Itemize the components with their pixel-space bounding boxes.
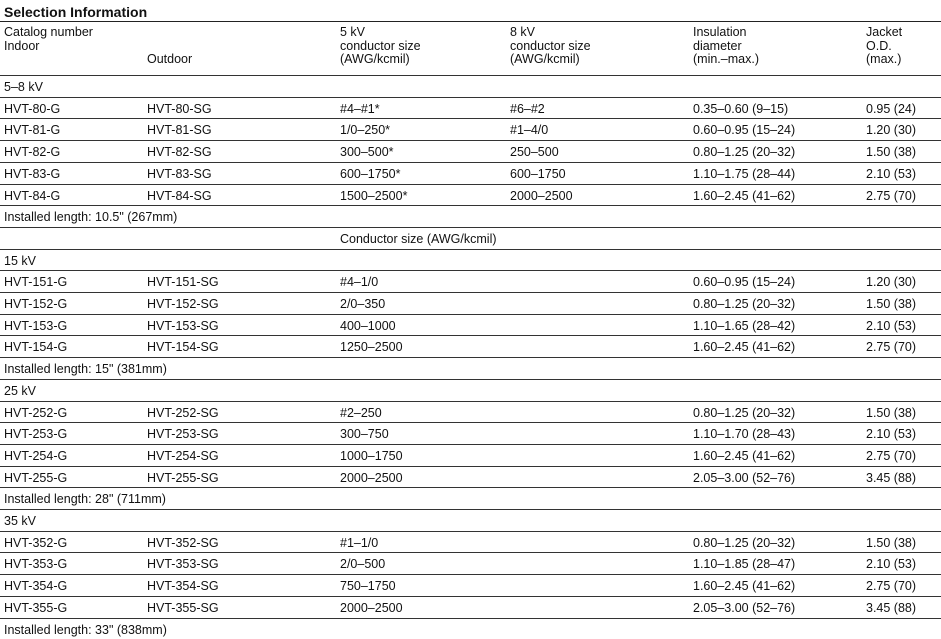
jacket-od: 2.10 (53) <box>866 557 917 572</box>
section-label: 35 kV <box>4 514 36 528</box>
catalog-outdoor: HVT-252-SG <box>147 405 219 420</box>
conductor-8kv: #1–4/0 <box>510 123 549 138</box>
catalog-indoor: HVT-352-G <box>4 535 68 550</box>
catalog-outdoor: HVT-154-SG <box>147 340 219 355</box>
insulation-diameter: 1.60–2.45 (41–62) <box>693 579 796 594</box>
catalog-outdoor: HVT-354-SG <box>147 579 219 594</box>
table-row <box>0 596 941 617</box>
table-row <box>0 422 941 443</box>
catalog-indoor: HVT-355-G <box>4 600 68 615</box>
insulation-diameter: 1.10–1.85 (28–47) <box>693 557 796 572</box>
conductor-5kv: 750–1750 <box>340 579 396 594</box>
table-row <box>0 270 941 291</box>
jacket-od: 3.45 (88) <box>866 600 917 615</box>
section-label-row <box>0 509 941 530</box>
catalog-indoor: HVT-354-G <box>4 579 68 594</box>
jacket-od: 2.75 (70) <box>866 340 917 355</box>
header-jacket-od: Jacket O.D. (max.) <box>866 25 903 66</box>
conductor-8kv: 600–1750 <box>510 166 566 181</box>
conductor-5kv: 2000–2500 <box>340 600 403 615</box>
conductor-5kv: 2/0–350 <box>340 297 386 311</box>
catalog-indoor: HVT-83-G <box>4 166 61 181</box>
catalog-outdoor: HVT-254-SG <box>147 448 219 463</box>
catalog-indoor: HVT-153-G <box>4 318 68 333</box>
conductor-5kv: 400–1000 <box>340 318 396 333</box>
conductor-5kv: 2000–2500 <box>340 470 403 485</box>
catalog-outdoor: HVT-84-SG <box>147 188 212 203</box>
table-row <box>0 574 941 595</box>
insulation-diameter: 1.10–1.70 (28–43) <box>693 427 796 442</box>
installed-length-row <box>0 618 941 639</box>
section-label-row <box>0 75 941 96</box>
conductor-size-row <box>0 227 941 248</box>
table-row <box>0 162 941 183</box>
jacket-od: 1.50 (38) <box>866 535 917 550</box>
table-row <box>0 401 941 422</box>
catalog-outdoor: HVT-81-SG <box>147 123 212 138</box>
header-5kv-conductor: 5 kV conductor size (AWG/kcmil) <box>340 25 421 66</box>
insulation-diameter: 1.60–2.45 (41–62) <box>693 188 796 203</box>
table-row <box>0 444 941 465</box>
jacket-od: 2.75 (70) <box>866 579 917 594</box>
catalog-indoor: HVT-353-G <box>4 557 68 572</box>
catalog-indoor: HVT-255-G <box>4 470 68 485</box>
jacket-od: 1.20 (30) <box>866 275 917 290</box>
insulation-diameter: 2.05–3.00 (52–76) <box>693 470 796 485</box>
conductor-5kv: 1/0–250* <box>340 123 391 138</box>
jacket-od: 2.10 (53) <box>866 166 917 181</box>
insulation-diameter: 0.35–0.60 (9–15) <box>693 101 789 116</box>
insulation-diameter: 0.60–0.95 (15–24) <box>693 123 796 138</box>
installed-length-row <box>0 357 941 378</box>
installed-length: Installed length: 15" (381mm) <box>4 362 167 377</box>
table-row <box>0 292 941 313</box>
insulation-diameter: 0.80–1.25 (20–32) <box>693 405 796 420</box>
header-catalog-indoor: Catalog number Indoor <box>4 25 93 53</box>
page-title: Selection Information <box>4 4 148 20</box>
conductor-size-label: Conductor size (AWG/kcmil) <box>340 231 497 246</box>
jacket-od: 1.50 (38) <box>866 405 917 420</box>
catalog-outdoor: HVT-255-SG <box>147 470 219 485</box>
conductor-5kv: #2–250 <box>340 405 382 420</box>
catalog-indoor: HVT-154-G <box>4 340 68 355</box>
table-row <box>0 184 941 205</box>
jacket-od: 2.10 (53) <box>866 318 917 333</box>
section-label-row <box>0 379 941 400</box>
installed-length: Installed length: 28" (711mm) <box>4 492 166 507</box>
header-insulation-diameter: Insulation diameter (min.–max.) <box>693 25 759 66</box>
catalog-outdoor: HVT-152-SG <box>147 297 219 311</box>
catalog-indoor: HVT-82-G <box>4 145 61 160</box>
insulation-diameter: 1.10–1.65 (28–42) <box>693 318 796 333</box>
jacket-od: 2.75 (70) <box>866 188 917 203</box>
conductor-5kv: 1500–2500* <box>340 188 408 203</box>
catalog-outdoor: HVT-151-SG <box>147 275 219 290</box>
catalog-outdoor: HVT-82-SG <box>147 145 212 160</box>
table-row <box>0 118 941 139</box>
jacket-od: 2.75 (70) <box>866 448 917 463</box>
section-label: 5–8 kV <box>4 80 43 94</box>
table-row <box>0 552 941 573</box>
catalog-outdoor: HVT-352-SG <box>147 535 219 550</box>
section-label-row <box>0 249 941 270</box>
installed-length-row <box>0 487 941 508</box>
jacket-od: 1.50 (38) <box>866 297 917 311</box>
jacket-od: 2.10 (53) <box>866 427 917 442</box>
catalog-outdoor: HVT-355-SG <box>147 600 219 615</box>
insulation-diameter: 0.80–1.25 (20–32) <box>693 145 796 160</box>
installed-length: Installed length: 10.5" (267mm) <box>4 210 178 225</box>
conductor-5kv: 300–750 <box>340 427 389 442</box>
header-outdoor: Outdoor <box>147 52 193 66</box>
conductor-5kv: 600–1750* <box>340 166 401 181</box>
insulation-diameter: 1.60–2.45 (41–62) <box>693 448 796 463</box>
table-row <box>0 335 941 356</box>
catalog-indoor: HVT-252-G <box>4 405 68 420</box>
jacket-od: 0.95 (24) <box>866 101 917 116</box>
installed-length: Installed length: 33" (838mm) <box>4 622 167 637</box>
table-row <box>0 531 941 552</box>
jacket-od: 3.45 (88) <box>866 470 917 485</box>
insulation-diameter: 1.60–2.45 (41–62) <box>693 340 796 355</box>
section-label: 25 kV <box>4 383 36 398</box>
catalog-outdoor: HVT-353-SG <box>147 557 219 572</box>
header-8kv-conductor: 8 kV conductor size (AWG/kcmil) <box>510 25 591 66</box>
table-row <box>0 314 941 335</box>
insulation-diameter: 0.60–0.95 (15–24) <box>693 275 796 290</box>
section-label: 15 kV <box>4 253 36 268</box>
conductor-5kv: 1000–1750 <box>340 448 403 463</box>
conductor-8kv: 2000–2500 <box>510 188 573 203</box>
catalog-indoor: HVT-152-G <box>4 297 68 311</box>
catalog-outdoor: HVT-253-SG <box>147 427 219 442</box>
insulation-diameter: 0.80–1.25 (20–32) <box>693 535 796 550</box>
insulation-diameter: 2.05–3.00 (52–76) <box>693 600 796 615</box>
catalog-outdoor: HVT-83-SG <box>147 166 212 181</box>
conductor-8kv: #6–#2 <box>510 101 545 116</box>
conductor-5kv: 2/0–500 <box>340 557 386 572</box>
table-row <box>0 140 941 161</box>
catalog-indoor: HVT-81-G <box>4 123 61 138</box>
insulation-diameter: 1.10–1.75 (28–44) <box>693 166 796 181</box>
catalog-indoor: HVT-253-G <box>4 427 68 442</box>
insulation-diameter: 0.80–1.25 (20–32) <box>693 297 796 311</box>
jacket-od: 1.50 (38) <box>866 145 917 160</box>
catalog-indoor: HVT-84-G <box>4 188 61 203</box>
conductor-5kv: 1250–2500 <box>340 340 403 355</box>
conductor-5kv: #4–1/0 <box>340 275 379 290</box>
catalog-indoor: HVT-254-G <box>4 448 68 463</box>
installed-length-row <box>0 205 941 226</box>
conductor-8kv: 250–500 <box>510 145 559 160</box>
table-row <box>0 97 941 118</box>
table-row <box>0 466 941 487</box>
jacket-od: 1.20 (30) <box>866 123 917 138</box>
catalog-indoor: HVT-80-G <box>4 101 61 116</box>
catalog-outdoor: HVT-80-SG <box>147 101 212 116</box>
catalog-outdoor: HVT-153-SG <box>147 318 219 333</box>
conductor-5kv: 300–500* <box>340 145 394 160</box>
catalog-indoor: HVT-151-G <box>4 275 68 290</box>
conductor-5kv: #4–#1* <box>340 101 380 116</box>
title-rule <box>0 21 941 22</box>
conductor-5kv: #1–1/0 <box>340 535 379 550</box>
